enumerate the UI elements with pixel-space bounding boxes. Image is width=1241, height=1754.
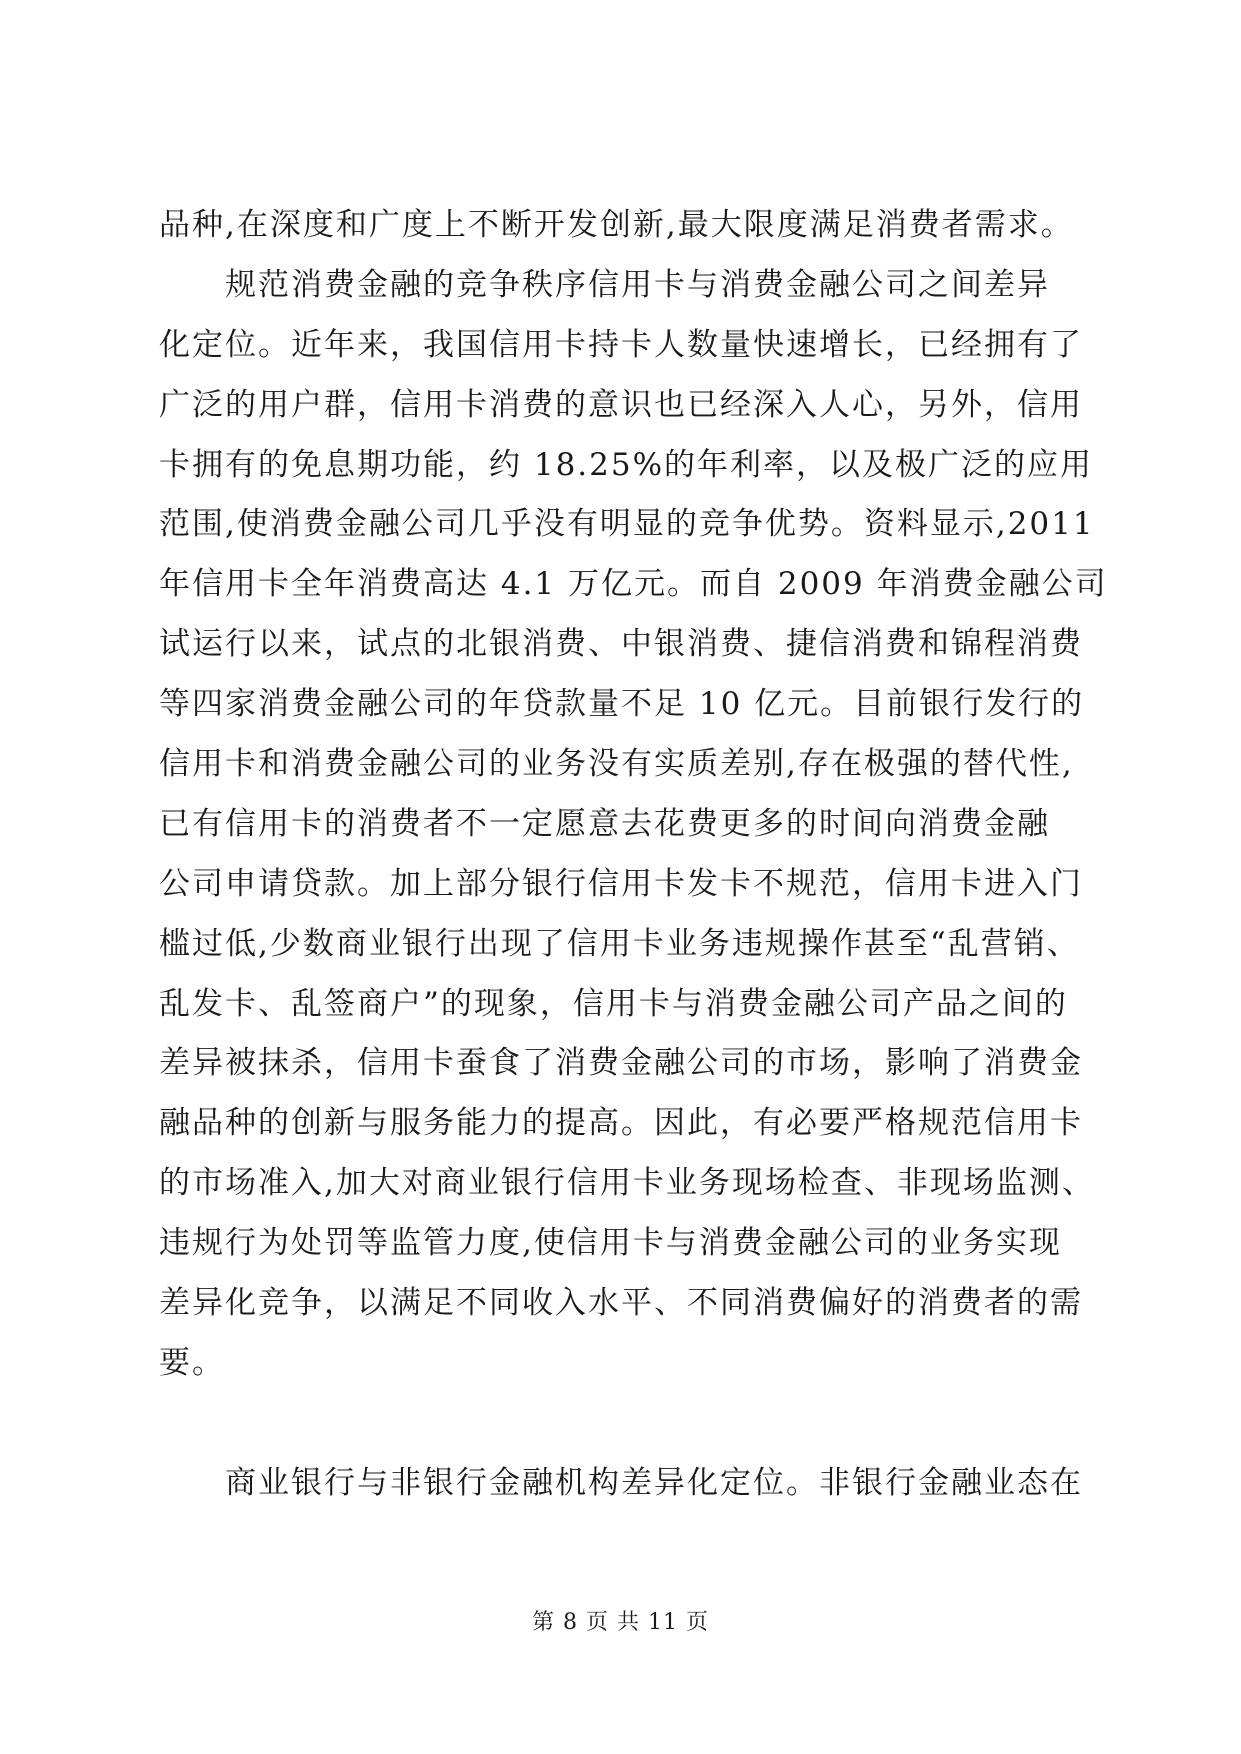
text-line: 已有信用卡的消费者不一定愿意去花费更多的时间向消费金融 <box>159 805 1050 842</box>
text-line: 信用卡和消费金融公司的业务没有实质差别,存在极强的替代性, <box>159 746 1074 783</box>
text-line: 要。 <box>159 1344 225 1381</box>
text-line: 融品种的创新与服务能力的提高。因此，有必要严格规范信用卡 <box>159 1105 1083 1142</box>
text-line: 卡拥有的免息期功能，约 18.25%的年利率，以及极广泛的应用 <box>159 446 1094 483</box>
text-line: 品种,在深度和广度上不断开发创新,最大限度满足消费者需求。 <box>159 207 1074 243</box>
text-line: 年信用卡全年消费高达 4.1 万亿元。而自 2009 年消费金融公司 <box>159 566 1108 603</box>
text-line: 违规行为处罚等监管力度,使信用卡与消费金融公司的业务实现 <box>159 1225 1062 1262</box>
page-number-footer: 第 8 页 共 11 页 <box>532 1610 709 1635</box>
blank-line <box>159 1394 1079 1454</box>
body-text <box>159 196 1108 1514</box>
text-line: 广泛的用户群，信用卡消费的意识也已经深入人心，另外，信用 <box>159 386 1083 423</box>
text-line: 乱发卡、乱签商户”的现象，信用卡与消费金融公司产品之间的 <box>159 985 1068 1022</box>
text-line: 槛过低,少数商业银行出现了信用卡业务违规操作甚至“乱营销、 <box>159 925 1080 962</box>
text-line: 差异化竞争，以满足不同收入水平、不同消费偏好的消费者的需 <box>159 1285 1083 1322</box>
text-line: 化定位。近年来，我国信用卡持卡人数量快速增长，已经拥有了 <box>159 326 1083 363</box>
text-line: 的市场准入,加大对商业银行信用卡业务现场检查、非现场监测、 <box>159 1165 1095 1202</box>
text-line: 差异被抹杀，信用卡蚕食了消费金融公司的市场，影响了消费金 <box>159 1045 1083 1082</box>
text-line: 试运行以来，试点的北银消费、中银消费、捷信消费和锦程消费 <box>159 626 1083 663</box>
text-line: 等四家消费金融公司的年贷款量不足 10 亿元。目前银行发行的 <box>159 686 1085 723</box>
text-line: 公司申请贷款。加上部分银行信用卡发卡不规范，信用卡进入门 <box>159 865 1083 902</box>
text-line: 范围,使消费金融公司几乎没有明显的竞争优势。资料显示,2011 <box>159 506 1095 543</box>
paragraph-start-line: 规范消费金融的竞争秩序信用卡与消费金融公司之间差异 <box>159 266 1050 303</box>
paragraph-start-line: 商业银行与非银行金融机构差异化定位。非银行金融业态在 <box>159 1464 1083 1501</box>
